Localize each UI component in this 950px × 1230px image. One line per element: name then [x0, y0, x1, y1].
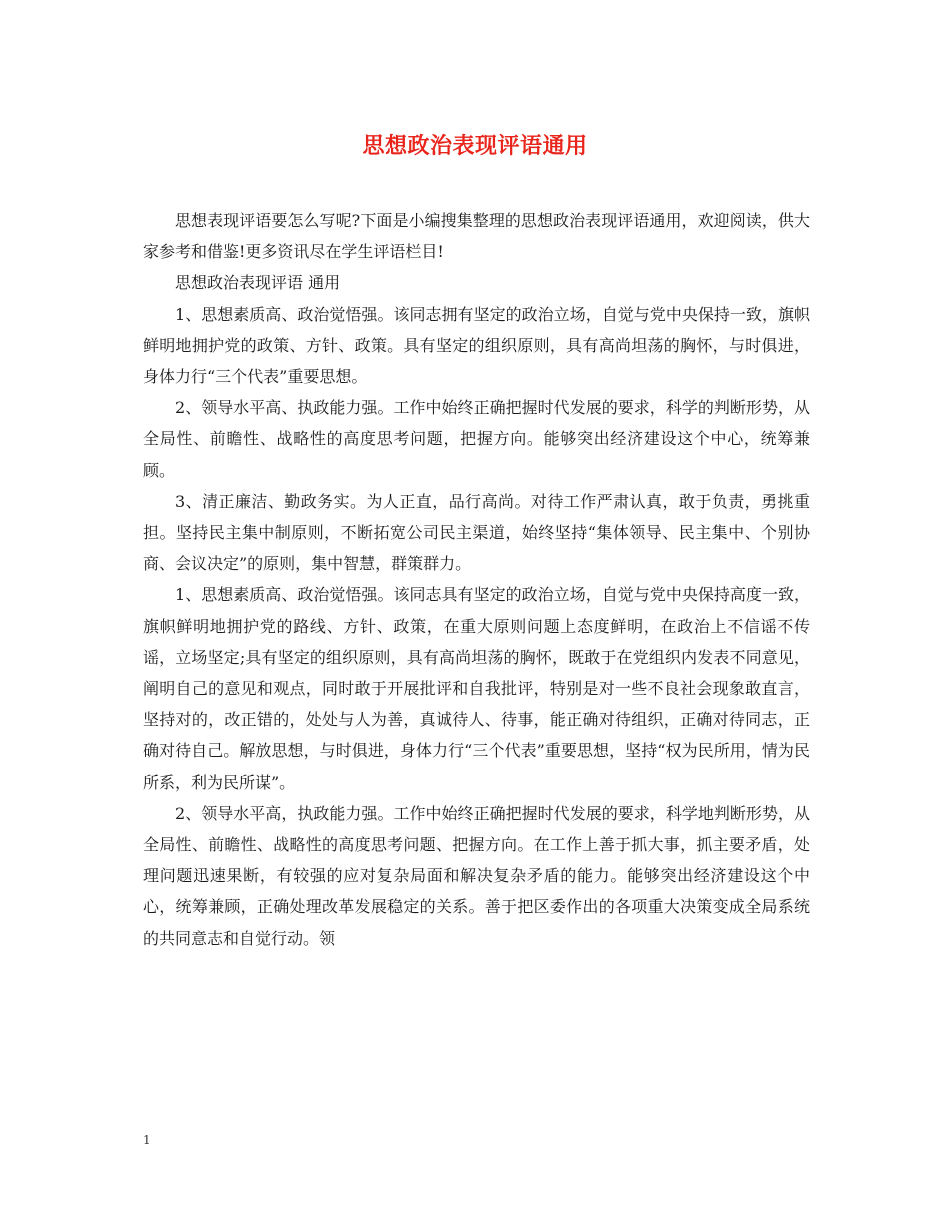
- body-paragraph: 1、思想素质高、政治觉悟强。该同志具有坚定的政治立场，自觉与党中央保持高度一致，旗帜鲜明地拥护党的路线、方针、政策，在重大原则问题上态度鲜明，在政治上不信谣不传谣，立场坚定;具有坚定的组织原则，具有高尚坦荡的胸怀，既敢于在党组织内发表不同意见，阐明自己的意见和观点，同时敢于开展批评和自我批评，特别是对一些不良社会现象敢直言，坚持对的，改正错的，处处与人为善，真诚待人、待事，能正确对待组织，正确对待同志，正确对待自己。解放思想，与时俱进，身体力行“三个代表”重要思想，坚持“权为民所用，情为民所系，利为民所谋”。: [143, 585, 810, 792]
- body-paragraph: 2、领导水平高、执政能力强。工作中始终正确把握时代发展的要求，科学的判断形势，从全局性、前瞻性、战略性的高度思考问题，把握方向。能够突出经济建设这个中心，统筹兼顾。: [143, 398, 810, 480]
- section-heading: 思想政治表现评语 通用: [175, 273, 341, 293]
- document-title: 思想政治表现评语通用: [362, 133, 588, 159]
- body-paragraph: 2、领导水平高，执政能力强。工作中始终正确把握时代发展的要求，科学地判断形势，从全局性、前瞻性、战略性的高度思考问题、把握方向。在工作上善于抓大事，抓主要矛盾，处理问题迅速果断，有较强的应对复杂局面和解决复杂矛盾的能力。能够突出经济建设这个中心，统筹兼顾，正确处理改革发展稳定的关系。善于把区委作出的各项重大决策变成全局系统的共同意志和自觉行动。领: [143, 803, 810, 948]
- body-paragraph: 1、思想素质高、政治觉悟强。该同志拥有坚定的政治立场，自觉与党中央保持一致，旗帜鲜明地拥护党的政策、方针、政策。具有坚定的组织原则，具有高尚坦荡的胸怀，与时俱进，身体力行“三个代表”重要思想。: [143, 304, 810, 387]
- page-number: 1: [143, 1133, 151, 1147]
- document-body: [143, 205, 810, 954]
- body-paragraph: 3、清正廉洁、勤政务实。为人正直，品行高尚。对待工作严肃认真，敢于负责，勇挑重担。坚持民主集中制原则，不断拓宽公司民主渠道，始终坚持“集体领导、民主集中、个别协商、会议决定”的原则，集中智慧，群策群力。: [143, 491, 810, 574]
- intro-paragraph: 思想表现评语要怎么写呢?下面是小编搜集整理的思想政治表现评语通用，欢迎阅读，供大家参考和借鉴!更多资讯尽在学生评语栏目!: [143, 211, 810, 262]
